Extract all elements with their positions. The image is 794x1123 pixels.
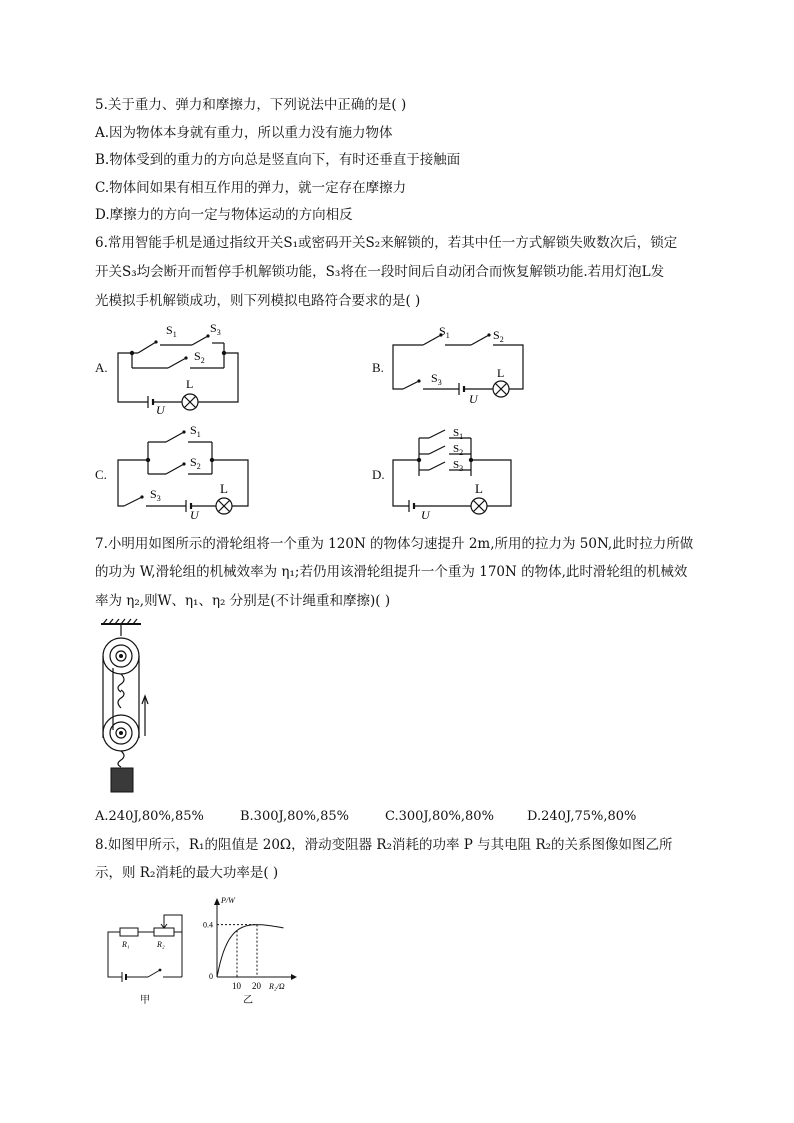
power-curve bbox=[217, 925, 284, 977]
a-source-label: U bbox=[156, 403, 165, 415]
q5-option-a: A.因为物体本身就有重力，所以重力没有施力物体 bbox=[95, 125, 393, 141]
svg-text:S1: $S_1$ bbox=[439, 325, 450, 340]
svg-text:S2: $S_2$ bbox=[493, 328, 504, 344]
svg-text:S3: $S_3$ bbox=[150, 487, 161, 503]
pulley-figure bbox=[95, 618, 155, 800]
svg-text:S3: $S_3$ bbox=[431, 371, 442, 387]
svg-text:U: U bbox=[190, 508, 199, 520]
x-tick-10: 10 bbox=[232, 981, 241, 991]
yi-caption: 乙 bbox=[243, 995, 253, 1006]
q8-line-2: 示，则 R₂消耗的最大功率是( ) bbox=[95, 865, 279, 881]
a-s1-label: $S_1$ bbox=[166, 323, 177, 339]
q5-option-c: C.物体间如果有相互作用的弹力，就一定存在摩擦力 bbox=[95, 180, 407, 196]
svg-text:S1: $S_1$ bbox=[453, 427, 464, 441]
jia-caption: 甲 bbox=[140, 995, 150, 1006]
svg-text:S3: $S_3$ bbox=[453, 459, 464, 473]
svg-text:U: U bbox=[469, 392, 478, 406]
a-lamp-label: L bbox=[186, 377, 194, 391]
circuit-b bbox=[385, 325, 530, 410]
circuit-b-label: B. bbox=[372, 360, 384, 375]
circuit-a bbox=[110, 320, 250, 415]
q6-line-2: 开关S₃均会断开而暂停手机解锁功能，S₃将在一段时间后自动闭合而恢复解锁功能.若用灯泡L发 bbox=[95, 264, 665, 280]
svg-text:S1: $S_1$ bbox=[190, 423, 201, 439]
q7-option-b: B.300J,80%,85% bbox=[240, 809, 350, 824]
circuit-c-label: C. bbox=[95, 467, 107, 482]
svg-text:U: U bbox=[421, 508, 430, 520]
svg-text:L: L bbox=[497, 366, 505, 380]
chart-xlabel: R₂/Ω bbox=[269, 982, 285, 991]
svg-text:S2: $S_2$ bbox=[453, 443, 464, 457]
q6-line-1: 6.常用智能手机是通过指纹开关S₁或密码开关S₂来解锁的，若其中任一方式解锁失败数次后，锁定 bbox=[95, 235, 678, 251]
circuit-c bbox=[110, 420, 255, 520]
q7-option-c: C.300J,80%,80% bbox=[385, 809, 494, 824]
circuit-jia bbox=[100, 905, 200, 1010]
chart-origin: 0 bbox=[209, 972, 213, 981]
q7-option-a: A.240J,80%,85% bbox=[95, 809, 204, 824]
svg-text:L: L bbox=[220, 481, 228, 496]
y-axis-arrow bbox=[214, 898, 220, 905]
jia-r2-label: R₂ bbox=[157, 940, 165, 949]
q7-line-1: 7.小明用如图所示的滑轮组将一个重为 120N 的物体匀速提升 2m,所用的拉力为 50N,此时拉力所做 bbox=[95, 536, 694, 552]
q6-line-3: 光模拟手机解锁成功，则下列模拟电路符合要求的是( ) bbox=[95, 293, 421, 309]
q7-line-2: 的功为 W,滑轮组的机械效率为 η₁;若仍用该滑轮组提升一个重为 170N 的物体,此时滑轮组的机械效 bbox=[95, 564, 688, 580]
q5-option-d: D.摩擦力的方向一定与物体运动的方向相反 bbox=[95, 207, 353, 223]
q5-stem: 5.关于重力、弹力和摩擦力，下列说法中正确的是( ) bbox=[95, 97, 407, 113]
y-tick-0.4: 0.4 bbox=[203, 920, 213, 930]
chart-yi bbox=[195, 895, 310, 1010]
jia-r1-label: R₁ bbox=[122, 940, 130, 949]
circuit-a-label: A. bbox=[95, 360, 108, 375]
q5-option-b: B.物体受到的重力的方向总是竖直向下，有时还垂直于接触面 bbox=[95, 152, 461, 168]
q8-line-1: 8.如图甲所示，R₁的阻值是 20Ω，滑动变阻器 R₂消耗的功率 P 与其电阻 R₂的关系图像如图乙所 bbox=[95, 837, 673, 853]
chart-ylabel: P/W bbox=[221, 896, 235, 905]
q7-line-3: 率为 η₂,则W、η₁、η₂ 分别是(不计绳重和摩擦)( ) bbox=[95, 593, 391, 609]
circuit-d bbox=[385, 420, 525, 520]
x-tick-20: 20 bbox=[252, 981, 261, 991]
q7-option-d: D.240J,75%,80% bbox=[527, 809, 637, 824]
a-s3-label: $S_3$ bbox=[210, 321, 221, 337]
svg-text:L: L bbox=[475, 481, 483, 496]
circuit-d-label: D. bbox=[372, 467, 385, 482]
a-s2-label: $S_2$ bbox=[194, 349, 205, 365]
svg-text:S2: $S_2$ bbox=[190, 455, 201, 471]
x-axis-arrow bbox=[291, 974, 297, 980]
